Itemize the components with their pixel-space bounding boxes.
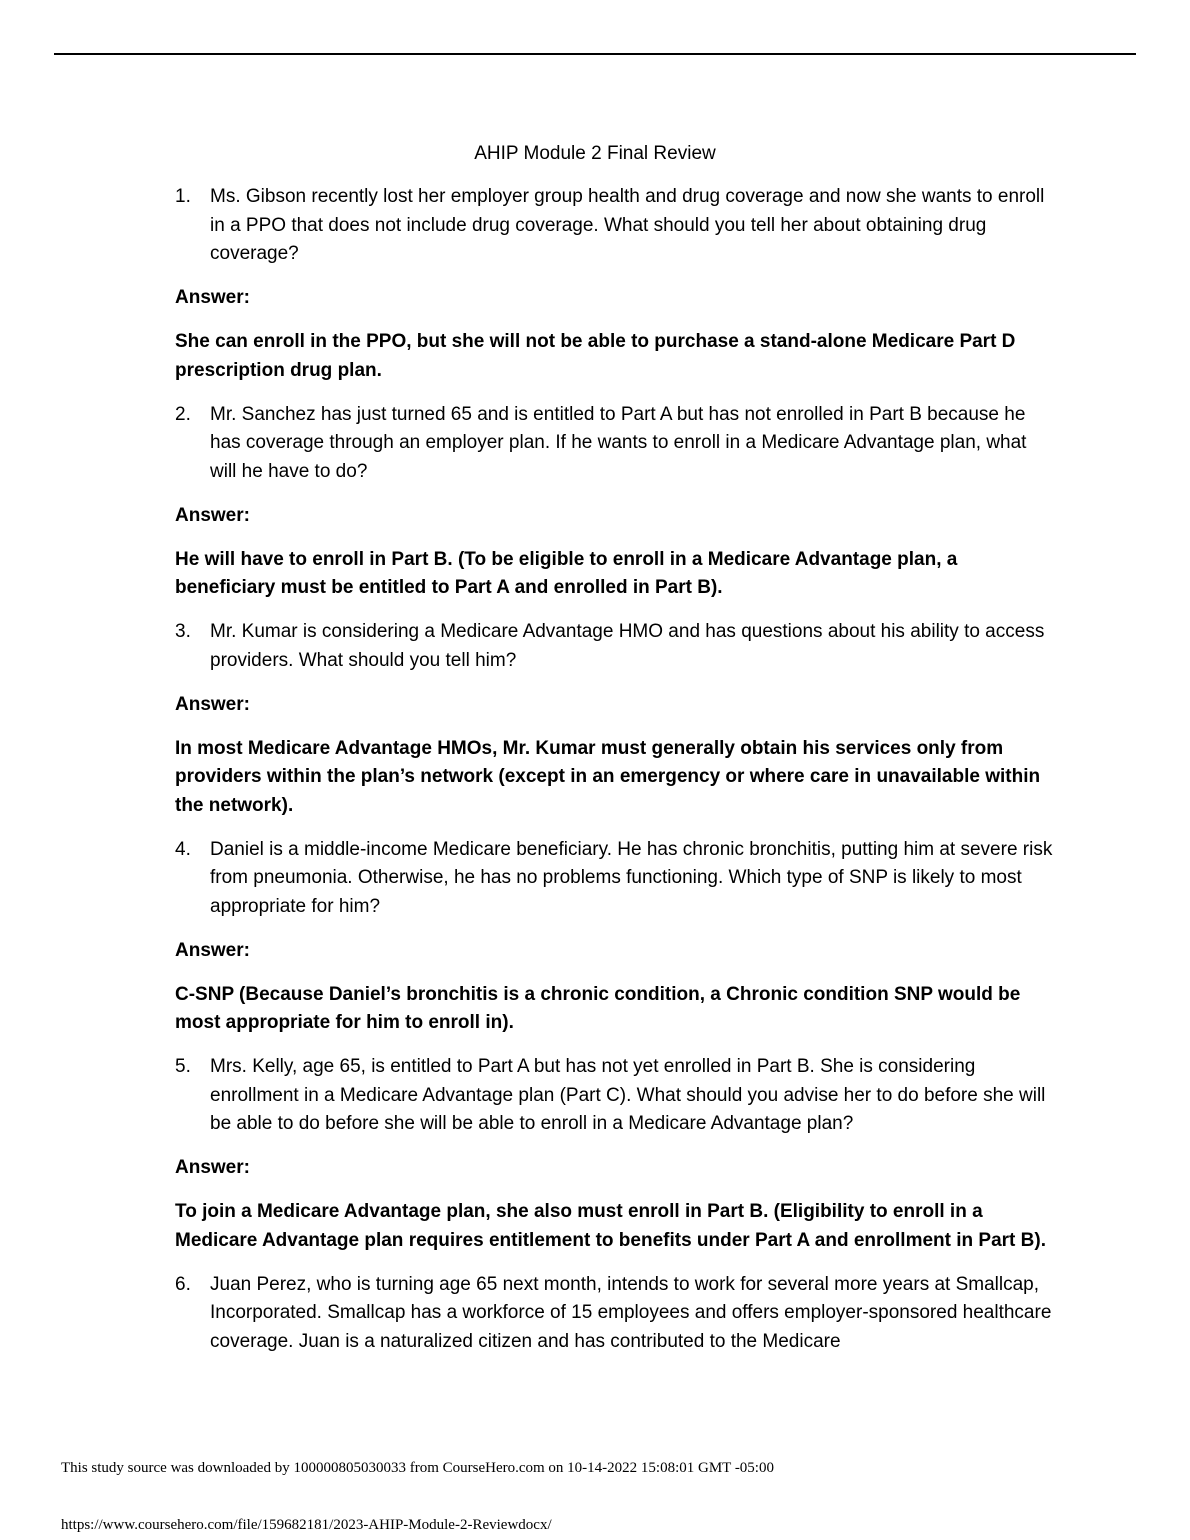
document-body: [175, 183, 1055, 1372]
question-text: Ms. Gibson recently lost her employer group health and drug coverage and now she wants to enroll in a PPO that does not include drug coverage. What should you tell her about obtaining drug coverage?: [210, 186, 1045, 264]
question-number: 5.: [175, 1056, 191, 1077]
question-text: Juan Perez, who is turning age 65 next month, intends to work for several more years at Smallcap, Incorporated. Smallcap has a workforce of 15 employees and offers employer-sponsored healthcare coverage. Juan is a naturalized citizen and has contributed to the Medicare: [210, 1273, 1052, 1352]
answer-label: Answer:: [175, 504, 250, 526]
question-text: Mr. Kumar is considering a Medicare Advantage HMO and has questions about his ability to access providers. What should you tell him?: [210, 621, 1045, 671]
answer-label: Answer:: [175, 1157, 250, 1178]
document-title: AHIP Module 2 Final Review: [474, 143, 716, 164]
question-1: [175, 183, 1055, 269]
question-6: [175, 1271, 1055, 1357]
question-number: 2.: [175, 403, 191, 425]
answer-text: He will have to enroll in Part B. (To be eligible to enroll in a Medicare Advantage plan, a beneficiary must be entitled to Part A and enrolled in Part B).: [175, 548, 958, 598]
answer-label: Answer:: [175, 693, 250, 715]
answer-text: To join a Medicare Advantage plan, she also must enroll in Part B. (Eligibility to enroll in a Medicare Advantage plan requires entitlement to benefits under Part A and enrollment in Part B).: [175, 1201, 1046, 1251]
answer-text: C-SNP (Because Daniel’s bronchitis is a chronic condition, a Chronic condition SNP would be most appropriate for him to enroll in).: [175, 983, 1021, 1033]
question-text: Mr. Sanchez has just turned 65 and is entitled to Part A but has not enrolled in Part B because he has coverage through an employer plan. If he wants to enroll in a Medicare Advantage plan, what will he have to do?: [210, 403, 1027, 482]
top-rule: [54, 53, 1136, 55]
question-text: Mrs. Kelly, age 65, is entitled to Part A but has not yet enrolled in Part B. She is considering enrollment in a Medicare Advantage plan (Part C). What should you advise her to do before she will be able to do before she will be able to enroll in a Medicare Advantage plan?: [210, 1056, 1046, 1134]
question-number: 1.: [175, 186, 191, 207]
question-number: 3.: [175, 621, 191, 642]
question-number: 6.: [175, 1273, 191, 1295]
question-text: Daniel is a middle-income Medicare beneficiary. He has chronic bronchitis, putting him at severe risk from pneumonia. Otherwise, he has no problems functioning. Which type of SNP is likely to most appropriate for him?: [210, 838, 1053, 917]
question-4: [175, 836, 1055, 922]
answer-text: She can enroll in the PPO, but she will not be able to purchase a stand-alone Medicare Part D prescription drug plan.: [175, 331, 1016, 381]
question-2: [175, 401, 1055, 487]
answer-text: In most Medicare Advantage HMOs, Mr. Kumar must generally obtain his services only from providers within the plan’s network (except in an emergency or where care in unavailable within the network).: [175, 737, 1041, 816]
question-3: [175, 618, 1055, 675]
source-url[interactable]: https://www.coursehero.com/file/159682181/2023-AHIP-Module-2-Reviewdocx/: [61, 1517, 552, 1533]
question-number: 4.: [175, 838, 191, 860]
source-notice: This study source was downloaded by 100000805030033 from CourseHero.com on 10-14-2022 15:08:01 GMT -05:00: [61, 1460, 774, 1476]
answer-label: Answer:: [175, 939, 250, 961]
question-5: [175, 1053, 1055, 1139]
answer-label: Answer:: [175, 287, 250, 308]
